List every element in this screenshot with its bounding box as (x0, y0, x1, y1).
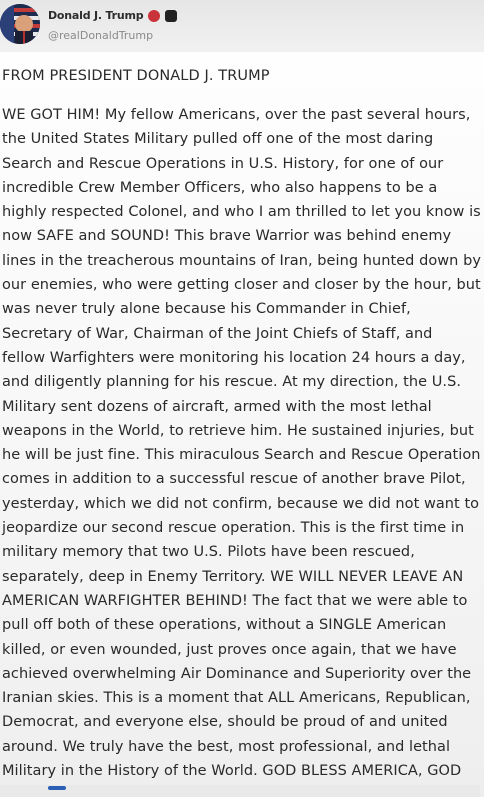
caption-marker-icon (48, 786, 66, 790)
verified-badge-icon (148, 10, 160, 22)
post-text-line: separately, deep in Enemy Territory. WE WILL NEVER LEAVE AN (2, 568, 464, 585)
post-text-line: fellow Warfighters were monitoring his location 24 hours a day, (2, 349, 466, 366)
post-text-line: now SAFE and SOUND! This brave Warrior was behind enemy (2, 228, 452, 245)
post-text-line: lines in the treacherous mountains of Iran, being hunted down by (2, 252, 481, 269)
post-header (0, 0, 484, 52)
post-text-line: Secretary of War, Chairman of the Joint Chiefs of Staff, and (2, 325, 433, 342)
post-text-line: Search and Rescue Operations in U.S. History, for one of our (2, 155, 444, 172)
video-caption-strip (0, 785, 480, 797)
flag-portrait-avatar-icon (0, 4, 40, 44)
post-text-line: yesterday, which we did not confirm, because we did not want to (2, 495, 480, 512)
post-text-line: weapons in the World, to retrieve him. He sustained injuries, but (2, 422, 474, 439)
post-text-line: our enemies, who were getting closer and closer by the hour, but (2, 277, 481, 294)
post-text-line: Iranian skies. This is a moment that ALL Americans, Republican, (2, 690, 471, 707)
post-title: FROM PRESIDENT DONALD J. TRUMP (2, 68, 270, 84)
post-text-line: he will be just fine. This miraculous Search and Rescue Operation (2, 447, 481, 464)
post-text-line: pull off both of these operations, without a SINGLE American (2, 617, 447, 634)
post-text-line: killed, or even wounded, just proves once again, that we have (2, 641, 457, 658)
post-text-line: incredible Crew Member Officers, who also happens to be a (2, 179, 438, 196)
post-text-line: highly respected Colonel, and who I am thrilled to let you know is (2, 204, 481, 221)
post-text-line: Military in the History of the World. GOD BLESS AMERICA, GOD (2, 763, 462, 780)
post-text-line: around. We truly have the best, most professional, and lethal (2, 738, 451, 755)
post-text-line: the United States Military pulled off one of the most daring (2, 131, 434, 148)
post-text-line: WE GOT HIM! My fellow Americans, over the past several hours, (2, 107, 471, 123)
post-body (2, 103, 482, 797)
post-text-line: jeopardize our second rescue operation. This is the first time in (2, 520, 465, 537)
post-text-line: military memory that two U.S. Pilots have been rescued, (2, 544, 415, 561)
author-handle[interactable]: @realDonaldTrump (48, 29, 154, 42)
media-badge-icon (165, 10, 177, 22)
post-text-line: Military sent dozens of aircraft, armed with the most lethal (2, 398, 432, 415)
author-name[interactable]: Donald J. Trump (48, 9, 144, 22)
post-text-line: Democrat, and everyone else, should be proud of and united (2, 714, 448, 731)
post-text-line: AMERICAN WARFIGHTER BEHIND! The fact that we were able to (2, 592, 468, 609)
author-avatar[interactable] (0, 4, 40, 44)
post-text-line: comes in addition to a successful rescue of another brave Pilot, (2, 471, 466, 488)
post-text-line: achieved overwhelming Air Dominance and Superiority over the (2, 665, 472, 682)
post-text-line: and diligently planning for his rescue. At my direction, the U.S. (2, 374, 462, 391)
post-text-line: was never truly alone because his Commander in Chief, (2, 301, 411, 318)
